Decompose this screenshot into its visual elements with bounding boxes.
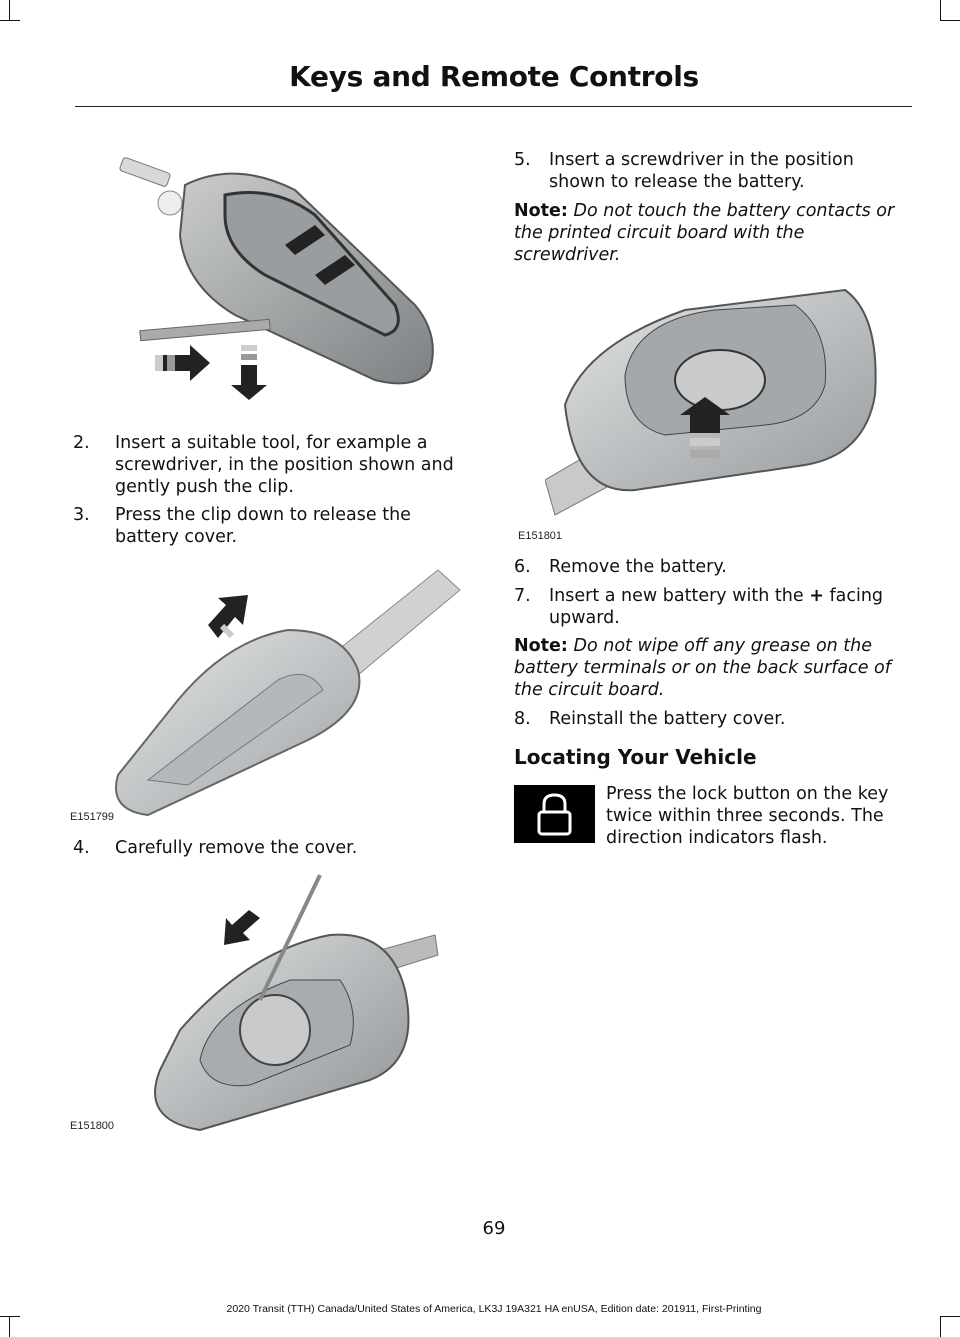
figure-battery-release — [545, 285, 880, 530]
crop-mark — [940, 20, 960, 21]
step-text: Insert a suitable tool, for example a screwdriver, in the position shown and gently push the clip. — [115, 433, 454, 497]
crop-mark — [940, 1316, 960, 1317]
page-title: Keys and Remote Controls — [289, 60, 699, 93]
step-text: Insert a screwdriver in the position shown to release the battery. — [549, 150, 854, 192]
step-7 — [514, 585, 914, 629]
page-footer: 2020 Transit (TTH) Canada/United States of America, LK3J 19A321 HA enUSA, Edition date: 201911, First-Printing — [226, 1303, 762, 1315]
step-number: 8. — [514, 709, 531, 729]
crop-mark — [9, 0, 10, 20]
step-number: 5. — [514, 150, 531, 170]
step-number: 4. — [73, 838, 90, 858]
crop-mark — [0, 1316, 20, 1317]
page-number: 69 — [482, 1218, 506, 1239]
note-battery-contacts: Note: Do not touch the battery contacts or the printed circuit board with the screwdriver. — [514, 201, 895, 265]
step-8 — [514, 708, 914, 730]
step-text: Carefully remove the cover. — [115, 838, 358, 858]
step-2 — [73, 432, 483, 498]
step-6 — [514, 556, 914, 578]
crop-mark — [940, 0, 941, 20]
step-4 — [73, 837, 483, 859]
note-label: Note: — [514, 201, 568, 221]
lock-icon — [514, 785, 595, 843]
step-text: Remove the battery. — [549, 557, 727, 577]
step-number: 7. — [514, 586, 531, 606]
step-number: 2. — [73, 433, 90, 453]
plus-symbol: + — [809, 586, 824, 606]
step-3 — [73, 504, 483, 548]
step-number: 6. — [514, 557, 531, 577]
figure-code: E151799 — [70, 811, 115, 823]
locating-vehicle-text: Press the lock button on the key twice within three seconds. The direction indicators flash. — [606, 784, 889, 848]
note-label: Note: — [514, 636, 568, 656]
figure-key-fob-tool — [115, 155, 445, 405]
step-text: Press the clip down to release the battery cover. — [115, 505, 411, 547]
crop-mark — [0, 20, 20, 21]
crop-mark — [940, 1317, 941, 1337]
section-heading: Locating Your Vehicle — [514, 745, 757, 769]
step-text: Insert a new battery with the + facing upward. — [549, 586, 884, 628]
figure-clip-release — [108, 560, 463, 820]
figure-code: E151801 — [518, 530, 563, 542]
step-text: Reinstall the battery cover. — [549, 709, 786, 729]
step-number: 3. — [73, 505, 90, 525]
figure-code: E151800 — [70, 1120, 115, 1132]
figure-remove-cover — [140, 870, 440, 1135]
title-divider — [75, 106, 912, 107]
note-grease: Note: Do not wipe off any grease on the battery terminals or on the back surface of the circuit board. — [514, 636, 891, 700]
step-5 — [514, 149, 914, 193]
crop-mark — [9, 1317, 10, 1337]
